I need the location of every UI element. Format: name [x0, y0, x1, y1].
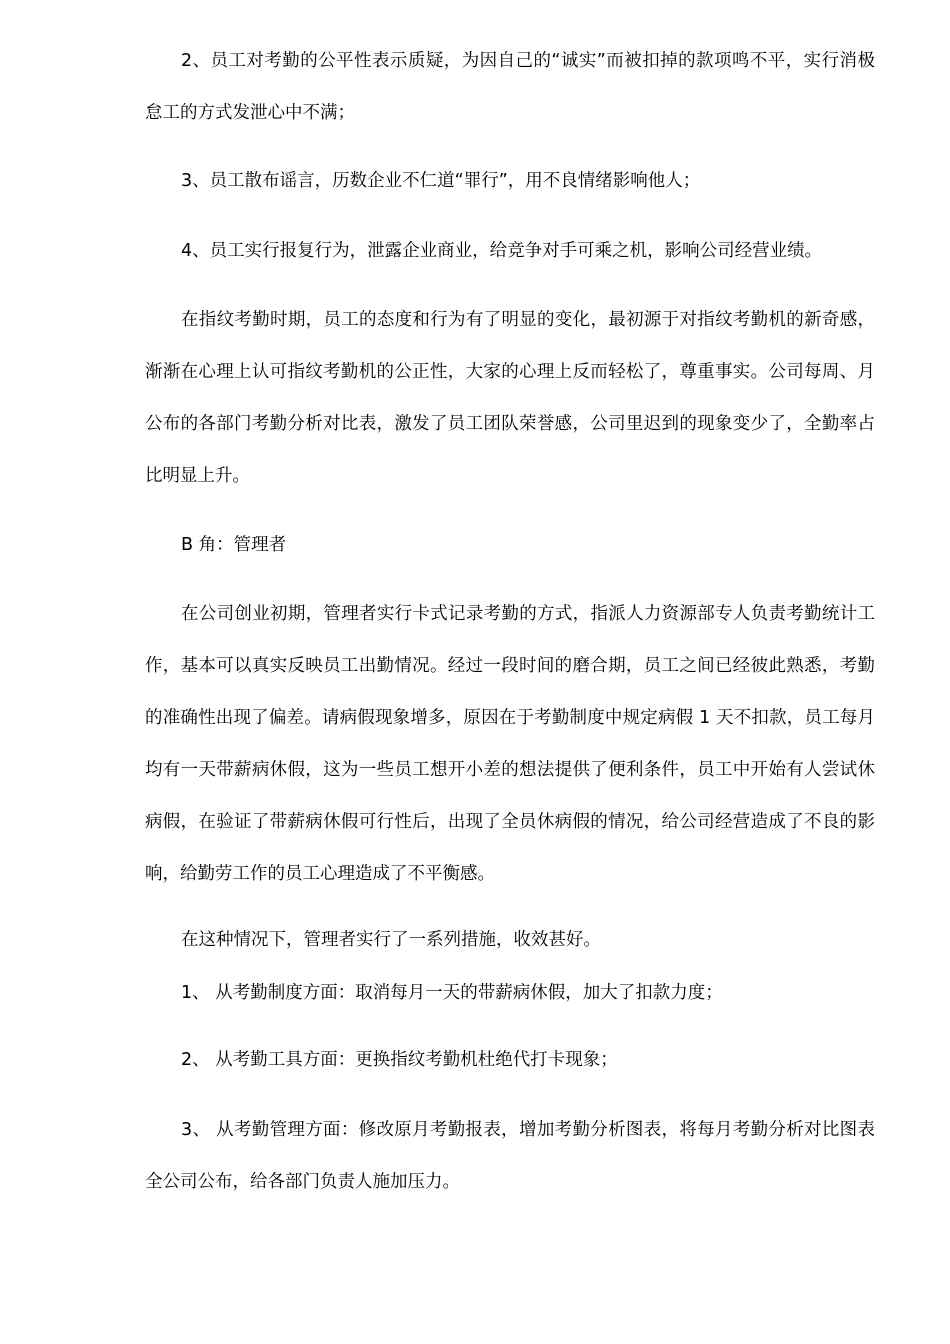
section-heading-manager: B 角：管理者: [181, 535, 287, 555]
paragraph-employee-rumor: 3、员工散布谣言，历数企业不仁道“罪行”，用不良情绪影响他人；: [181, 171, 701, 191]
list-item-attendance-policy: 1、 从考勤制度方面：取消每月一天的带薪病休假，加大了扣款力度；: [181, 983, 723, 1003]
paragraph-employee-doubt: 2、员工对考勤的公平性表示质疑，为因自己的“诚实”而被扣掉的款项鸣不平，实行消极怠工的方式发泄心中不满；: [145, 51, 875, 123]
paragraph-measures-intro: 在这种情况下，管理者实行了一系列措施，收效甚好。: [181, 930, 601, 950]
paragraph-startup-period: 在公司创业初期，管理者实行卡式记录考勤的方式，指派人力资源部专人负责考勤统计工作，基本可以真实反映员工出勤情况。经过一段时间的磨合期，员工之间已经彼此熟悉，考勤的准确性出现了偏差。请病假现象增多，原因在于考勤制度中规定病假 1 天不扣款，员工每月均有一天带薪病休假，这为一些员工想开小差的想法提供了便利条件，员工中开始有人尝试休病假，在验证了带薪病休假可行性后，出现了全员休病假的情况，给公司经营造成了不良的影响，给勤劳工作的员工心理造成了不平衡感。: [145, 604, 875, 884]
paragraph-employee-revenge: 4、员工实行报复行为，泄露企业商业，给竞争对手可乘之机，影响公司经营业绩。: [181, 241, 823, 261]
list-item-attendance-tool: 2、 从考勤工具方面：更换指纹考勤机杜绝代打卡现象；: [181, 1050, 618, 1070]
list-item-attendance-management: 3、 从考勤管理方面：修改原月考勤报表，增加考勤分析图表，将每月考勤分析对比图表全公司公布，给各部门负责人施加压力。: [145, 1120, 875, 1192]
paragraph-fingerprint-period: 在指纹考勤时期，员工的态度和行为有了明显的变化，最初源于对指纹考勤机的新奇感，渐渐在心理上认可指纹考勤机的公正性，大家的心理上反而轻松了，尊重事实。公司每周、月公布的各部门考勤分析对比表，激发了员工团队荣誉感，公司里迟到的现象变少了，全勤率占比明显上升。: [145, 310, 875, 486]
